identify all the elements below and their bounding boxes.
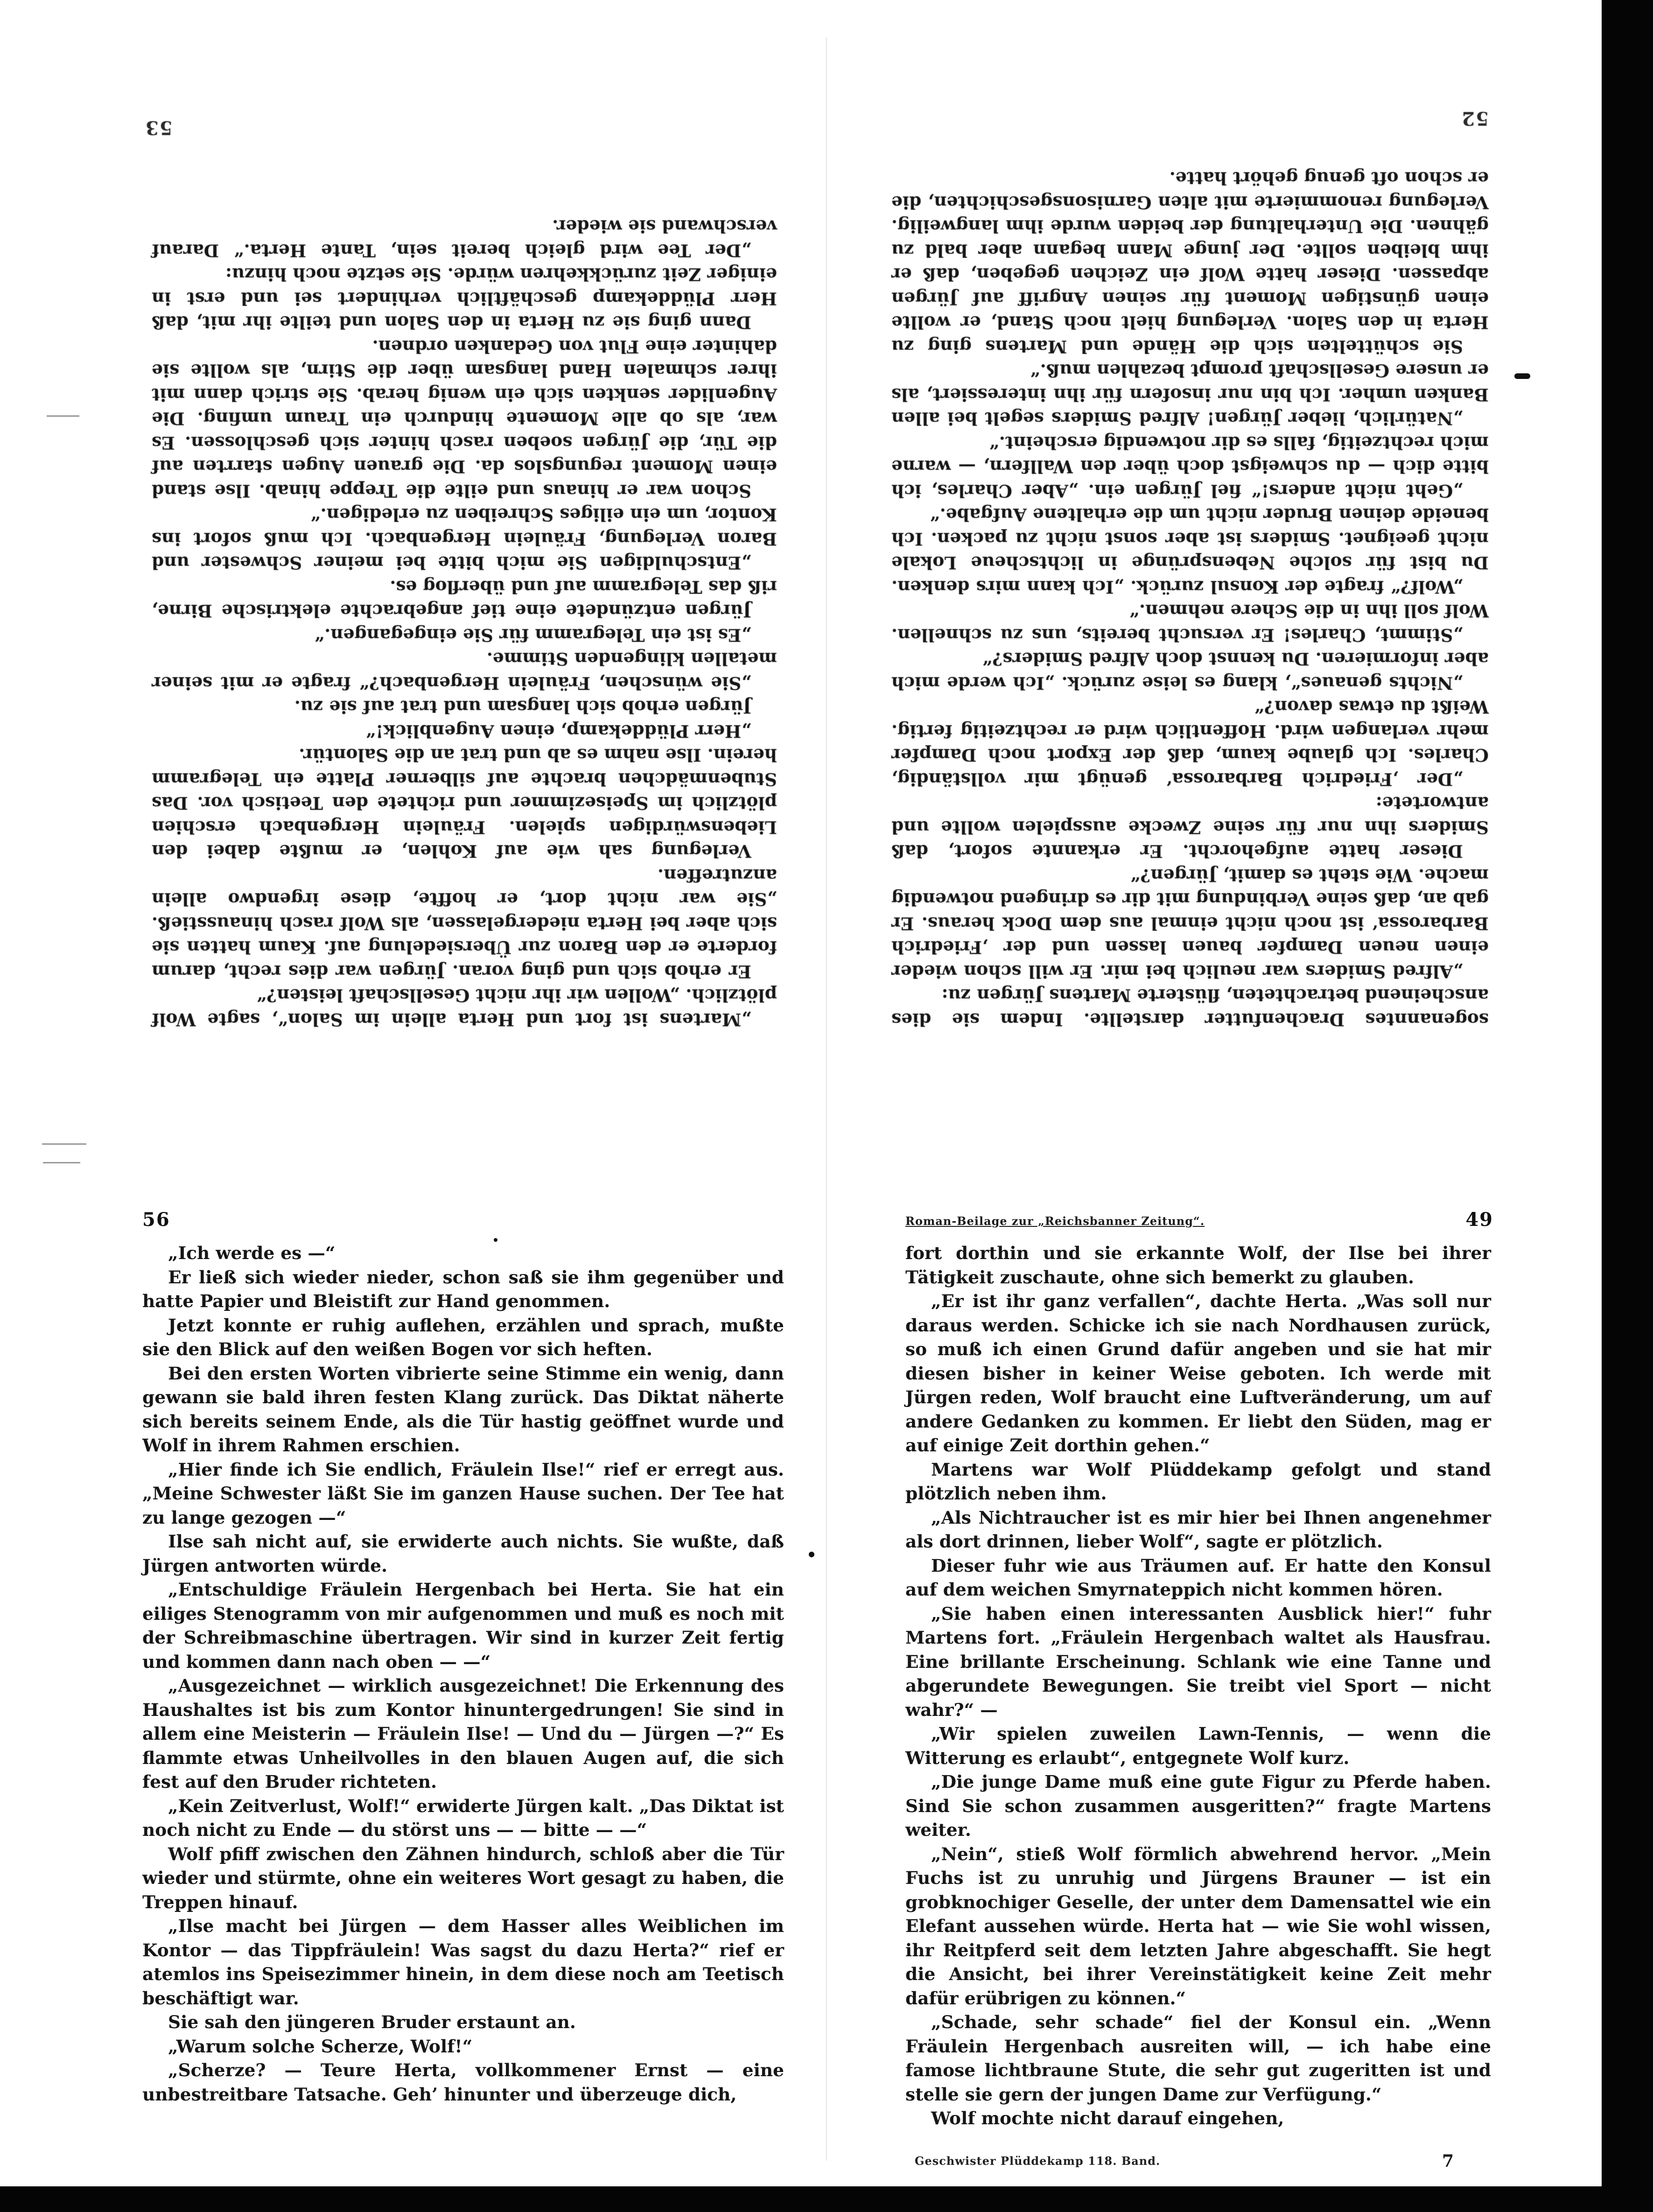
page-number: 53 (145, 117, 173, 139)
paragraph: Jetzt konnte er ruhig auflehen, erzählen und sprach, mußte sie den Blick auf den weißen Bogen vor sich heften. (142, 1315, 784, 1359)
paragraph: „Entschuldige Fräulein Hergenbach bei Herta. Sie hat ein eiliges Stenogramm von mir aufgenommen und muß es noch mit der Schreibmaschine übertragen. Wir sind in kurzer Zeit fertig und kommen dann nach oben — —“ (142, 1579, 784, 1672)
page-56-text (142, 1241, 784, 2107)
paragraph: Verlegung sah wie auf Kohlen, er mußte dabei den Liebenswürdigen spielen. Fräulein Hergenbach erschien plötzlich im Speisezimmer und richtete den Teetisch vor. Das Stubenmädchen brachte auf silberner Platte ein Telegramm herein. Ilse nahm es ab und trat an die Salontür. (152, 745, 777, 862)
paragraph: „Martens ist fort und Herta allein im Salon“, sagte Wolf plötzlich. „Wollen wir ihr nicht Gesellschaft leisten?“ (152, 985, 777, 1030)
paragraph: „Als Nichtraucher ist es mir hier bei Ihnen angenehmer als dort drinnen, lieber Wolf“, sagte er plötzlich. (905, 1507, 1491, 1552)
paragraph: „Nein“, stieß Wolf förmlich abwehrend hervor. „Mein Fuchs ist zu unruhig und Jürgens Brauner — ist ein grobknochiger Geselle, der unter dem Damensattel wie ein Elefant aussehen würde. Herta hat — wie Sie wohl wissen, ihr Reitpferd seit dem letzten Jahre abgeschafft. Sie hegt die Ansicht, bei ihrer Vereinstätigkeit keine Zeit mehr dafür erübrigen zu können.“ (905, 1843, 1491, 2009)
page-52-text (891, 166, 1489, 1031)
footer-line: Geschwister Plüddekamp 118. Band. (915, 2154, 1161, 2168)
paragraph: „Warum solche Scherze, Wolf!“ (168, 2036, 473, 2057)
paragraph: „Wolf?“ fragte der Konsul zurück. „Ich kann mirs denken. Du bist für solche Nebensprünge in lichtscheue Lokale nicht geeignet. Smiders ist aber sonst nicht zu packen. Ich beneide deinen Bruder nicht um die erhaltene Aufgabe.“ (891, 504, 1489, 597)
paragraph: Jürgen erhob sich langsam und trat auf sie zu. (294, 697, 751, 718)
paragraph: fort dorthin und sie erkannte Wolf, der Ilse bei ihrer Tätigkeit zuschaute, ohne sich bemerkt zu glauben. (905, 1243, 1491, 1288)
page-number: 52 (1461, 107, 1489, 129)
paragraph: „Alfred Smiders war neulich bei mir. Er will schon wieder einen neuen Dampfer bauen lassen und der ‚Friedrich Barbarossa‘ ist noch nicht einmal aus dem Dock heraus. Er gab an, daß seine Verbindung mit dir es dringend notwendig mache. Wie steht es damit, Jürgen?“ (891, 865, 1489, 982)
paragraph: Wolf mochte nicht darauf eingehen, (931, 2108, 1284, 2128)
page-49-text (905, 1241, 1491, 2131)
paragraph: „Es ist ein Telegramm für Sie eingegangen.“ (314, 625, 751, 645)
paragraph: Dieser fuhr wie aus Träumen auf. Er hatte den Konsul auf dem weichen Smyrnateppich nicht kommen hören. (905, 1555, 1491, 1600)
paragraph: „Die junge Dame muß eine gute Figur zu Pferde haben. Sind Sie schon zusammen ausgeritten?“ fragte Martens weiter. (905, 1771, 1491, 1840)
paragraph: „Natürlich, lieber Jürgen! Alfred Smiders segelt bei allen Banken umher. Ich bin nur insofern für ihn interessiert, als er unsere Gesellschaft prompt bezahlen muß.“ (891, 360, 1489, 429)
paragraph: Martens war Wolf Plüddekamp gefolgt und stand plötzlich neben ihm. (905, 1459, 1491, 1504)
paragraph: „Sie wünschen, Fräulein Hergenbach?“ fragte er mit seiner metallen klingenden Stimme. (152, 649, 777, 693)
paragraph: „Entschuldigen Sie mich bitte bei meiner Schwester und Baron Verlegung, Fräulein Hergenbach. Ich muß sofort ins Kontor, um ein eiliges Schreiben zu erledigen.“ (152, 504, 777, 574)
paragraph: Bei den ersten Worten vibrierte seine Stimme ein wenig, dann gewann sie bald ihren festen Klang zurück. Das Diktat näherte sich bereits seinem Ende, als die Tür hastig geöffnet wurde und Wolf in ihrem Rahmen erschien. (142, 1363, 784, 1456)
page-49 (905, 1199, 1498, 2179)
running-head: Roman-Beilage zur „Reichsbanner Zeitung“. (905, 1214, 1205, 1228)
page-53-text (152, 214, 777, 1031)
paragraph: „Schade, sehr schade“ fiel der Konsul ein. „Wenn Fräulein Hergenbach ausreiten will, — ich habe eine famose lichtbraune Stute, die sehr gut zugeritten ist und stelle sie gern der jungen Dame zur Verfügung.“ (905, 2012, 1491, 2105)
paragraph: „Herr Plüddekamp, einen Augenblick!“ (365, 721, 751, 742)
page-fold (826, 37, 827, 2161)
paragraph: Ilse sah nicht auf, sie erwiderte auch nichts. Sie wußte, daß Jürgen antworten würde. (142, 1531, 784, 1576)
page-number: 56 (142, 1209, 170, 1231)
paragraph: Er erhob sich und ging voran. Jürgen war dies recht, darum forderte er den Baron zur Übersiedelung auf. Kaum hatten sie sich aber bei Herta niedergelassen, als Wolf rasch hinausstieß. „Sie war nicht dort, er hoffte, diese irgendwo allein anzutreffen. (152, 865, 777, 982)
scan-speck (494, 1238, 497, 1242)
page-56 (140, 1199, 793, 2179)
page-number: 49 (1465, 1209, 1493, 1231)
paragraph: „Wir spielen zuweilen Lawn-Tennis, — wenn die Witterung es erlaubt“, entgegnete Wolf kurz. (905, 1723, 1491, 1768)
paragraph: „Sie haben einen interessanten Ausblick hier!“ fuhr Martens fort. „Fräulein Hergenbach waltet als Hausfrau. Eine brillante Erscheinung. Schlank wie eine Tanne und abgerundete Bewegungen. Sie treibt viel Sport — nicht wahr?“ — (905, 1603, 1491, 1720)
paragraph: „Ich werde es —“ (168, 1243, 336, 1263)
paragraph: „Er ist ihr ganz verfallen“, dachte Herta. „Was soll nur daraus werden. Schicke ich sie nach Nordhausen zurück, so muß ich einen Grund dafür angeben und sie hat mir diesen bisher in keiner Weise geboten. Ich werde mit Jürgen reden, Wolf braucht eine Luftveränderung, um auf andere Gedanken zu kommen. Er liebt den Süden, mag er auf einige Zeit dorthin gehen.“ (905, 1291, 1491, 1456)
paragraph: Sie sah den jüngeren Bruder erstaunt an. (168, 2012, 576, 2032)
paragraph: Jürgen entzündete eine tief angebrachte elektrische Birne, riß das Telegramm auf und überflog es. (152, 577, 777, 622)
paragraph: „Der ‚Friedrich Barbarossa‘ genügt mir vollständig, Charles. Ich glaube kaum, daß der Export noch Dampfer mehr verlangen wird. Hoffentlich wird er rechtzeitig fertig. Weißt du etwas davon?“ (891, 697, 1489, 790)
paragraph: Dieser hatte aufgehorcht. Er erkannte sofort, daß Smiders ihn nur für seine Zwecke ausspielen wollte und antwortete: (891, 793, 1489, 862)
scan-border-bottom (0, 2186, 1653, 2212)
paragraph: Sie schüttelten sich die Hände und Martens ging zu Herta in den Salon. Verlegung hielt noch Stand, er wollte einen günstigen Moment für seinen Angriff auf Jürgen abpassen. Dieser hatte Wolf ein Zeichen gegeben, daß er ihm bleiben sollte. Der junge Mann begann aber bald zu gähnen. Die Unterhaltung der beiden wurde ihm langweilig. Verlegung renommierte mit alten Garnisonsgeschichten, die er schon oft genug gehört hatte. (891, 168, 1489, 357)
scan-artifact-mark (42, 1143, 86, 1145)
paragraph: „Ausgezeichnet — wirklich ausgezeichnet! Die Erkennung des Haushaltes ist bis zum Kontor hinuntergedrungen! Sie sind in allem eine Meisterin — Fräulein Ilse! — Und du — Jürgen —?“ Es flammte etwas Unheilvolles in den blauen Augen auf, die sich fest auf den Bruder richteten. (142, 1675, 784, 1792)
paragraph: „Kein Zeitverlust, Wolf!“ erwiderte Jürgen kalt. „Das Diktat ist noch nicht zu Ende — du störst uns — — bitte — —“ (142, 1795, 784, 1840)
paragraph: Schon war er hinaus und eilte die Treppe hinab. Ilse stand einen Moment regungslos da. Die grauen Augen starrten auf die Tür, die Jürgen soeben rasch hinter sich geschlossen. Es war, als ob alle Momente hindurch ein Traum umfing. Die Augenlider senkten sich ein wenig herab. Sie strich dann mit ihrer schmalen Hand langsam über die Stirn, als wollte sie dahinter eine Flut von Gedanken ordnen. (152, 336, 777, 501)
paragraph: „Geht nicht anders!“ fiel Jürgen ein. „Aber Charles, ich bitte dich — du schweigst doch über den Wallfern, — warne mich rechtzeitig, falls es dir notwendig erscheint.“ (891, 433, 1489, 501)
scan-border-right (1602, 0, 1653, 2212)
paragraph: „Hier finde ich Sie endlich, Fräulein Ilse!“ rief er erregt aus. „Meine Schwester läßt Sie im ganzen Hause suchen. Der Tee hat zu lange gezogen —“ (142, 1459, 784, 1528)
signature-mark: 7 (1442, 2151, 1454, 2171)
page-53-upside-down (140, 117, 793, 1031)
scan-artifact-mark (47, 415, 79, 417)
paragraph: „Ilse macht bei Jürgen — dem Hasser alles Weiblichen im Kontor — das Tippfräulein! Was sagst du dazu Herta?“ rief er atemlos ins Speisezimmer hinein, in dem diese noch am Teetisch beschäftigt war. (142, 1916, 784, 2009)
scan-speck (1514, 373, 1530, 379)
scan-artifact-mark (43, 1162, 80, 1163)
paragraph: „Scherze? — Teure Herta, vollkommener Ernst — eine unbestreitbare Tatsache. Geh’ hinunter und überzeuge dich, (142, 2060, 784, 2105)
scan-speck (809, 1552, 814, 1557)
paragraph: sogenanntes Drachenfutter darstellte. Indem sie dies anscheinend betrachteten, flüsterte Martens Jürgen zu: (891, 985, 1489, 1030)
page-52-upside-down (887, 107, 1493, 1031)
paragraph: Dann ging sie zu Herta in den Salon und teilte ihr mit, daß Herr Plüddekamp geschäftlich verhindert sei und erst in einiger Zeit zurückkehren würde. Sie setzte noch hinzu: (152, 264, 777, 333)
paragraph: Wolf pfiff zwischen den Zähnen hindurch, schloß aber die Tür wieder und stürmte, ohne ein weiteres Wort gesagt zu haben, die Treppen hinauf. (142, 1843, 784, 1912)
paragraph: „Der Tee wird gleich bereit sein, Tante Herta.“ Darauf verschwand sie wieder. (152, 216, 777, 261)
paragraph: „Stimmt, Charles! Er versucht bereits, uns zu schnellen. Wolf soll ihn in die Schere nehmen.“ (891, 601, 1489, 645)
paragraph: Er ließ sich wieder nieder, schon saß sie ihm gegenüber und hatte Papier und Bleistift zur Hand genommen. (142, 1267, 784, 1311)
paragraph: „Nichts genaues“, klang es leise zurück. „Ich werde mich aber informieren. Du kennst doch Alfred Smiders?“ (891, 649, 1489, 693)
